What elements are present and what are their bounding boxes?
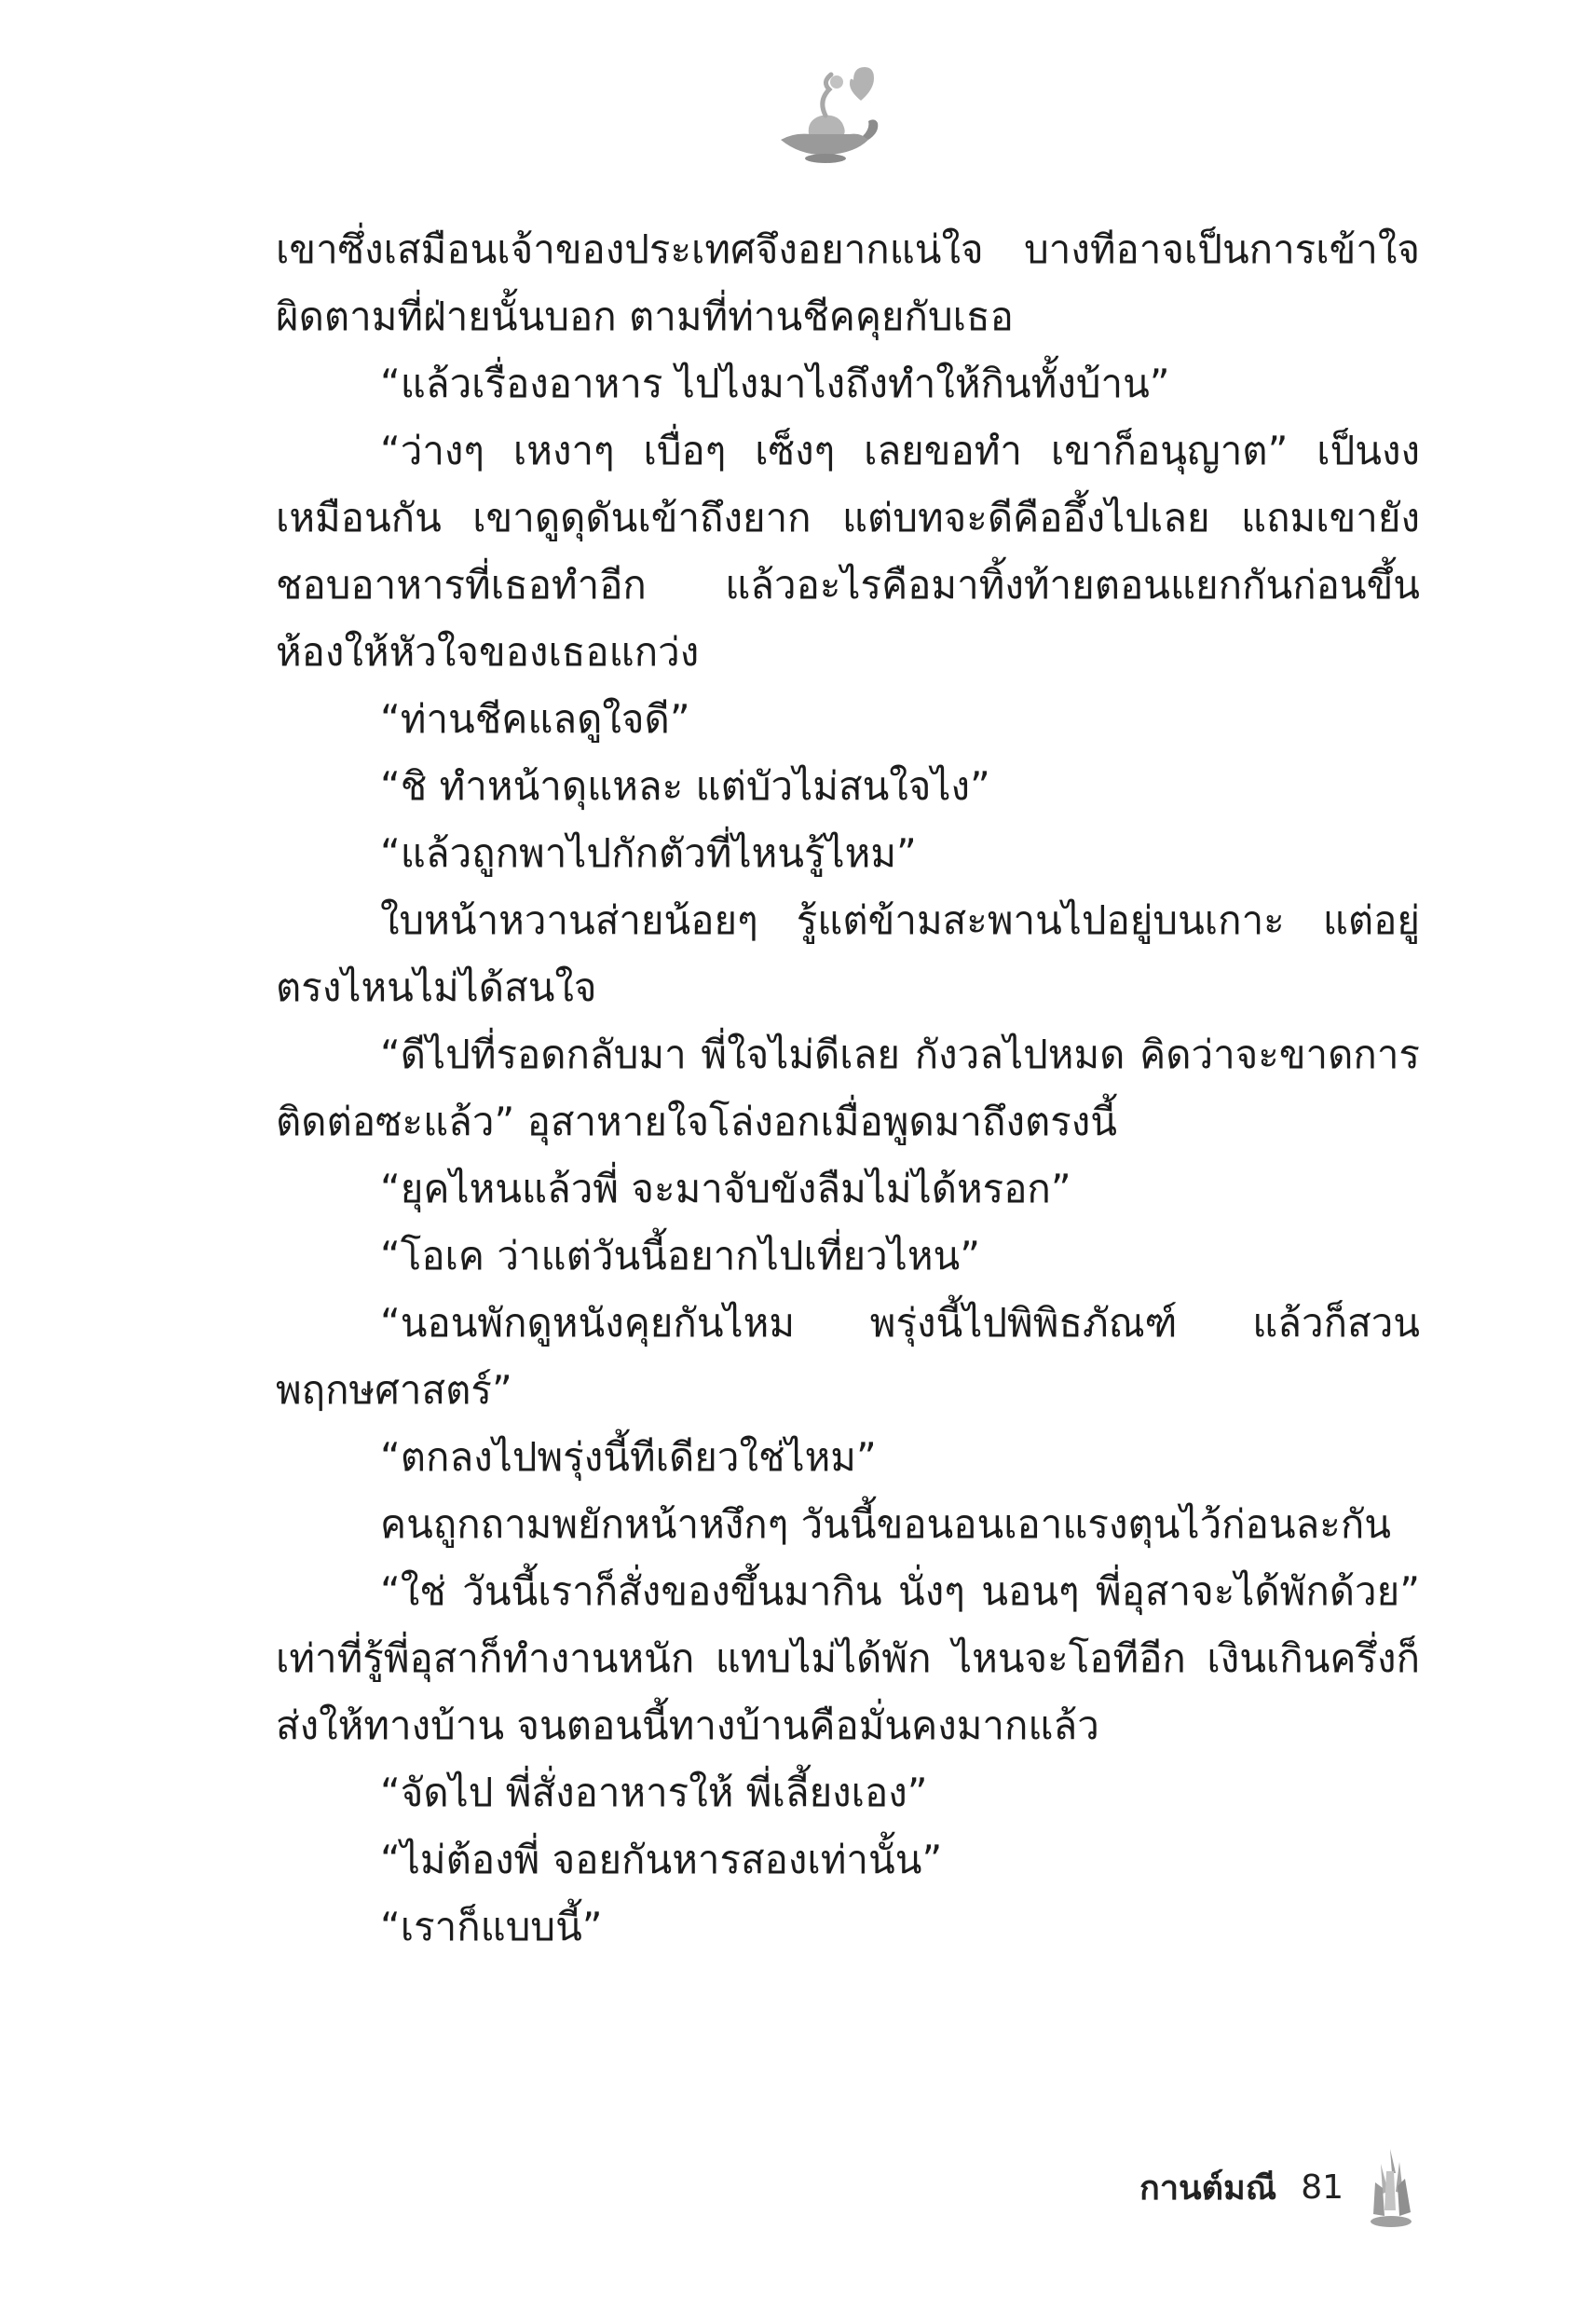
paragraph: “ตกลงไปพรุ่งนี้ทีเดียวใช่ไหม” <box>380 1434 877 1480</box>
paragraph: “เราก็แบบนี้” <box>380 1904 603 1949</box>
paragraph: “ท่านชีคแลดูใจดี” <box>380 696 690 742</box>
paragraph: “ยุคไหนแล้วพี่ จะมาจับขังลืมไม่ได้หรอก” <box>380 1166 1071 1211</box>
paragraph: ใบหน้าหวานส่ายน้อยๆ รู้แต่ข้ามสะพานไปอยู่บนเกาะ แต่อยู่ตรงไหนไม่ได้สนใจ <box>276 897 1420 1010</box>
text-body <box>276 216 1420 1961</box>
paragraph: “แล้วเรื่องอาหาร ไปไงมาไงถึงทำให้กินทั้งบ้าน” <box>380 361 1170 406</box>
paragraph: “จัดไป พี่สั่งอาหารให้ พี่เลี้ยงเอง” <box>380 1770 928 1815</box>
paragraph: “แล้วถูกพาไปกักตัวที่ไหนรู้ไหม” <box>380 830 917 876</box>
lamp-ornament-icon <box>764 54 894 166</box>
paragraph: “ไม่ต้องพี่ จอยกันหารสองเท่านั้น” <box>380 1837 943 1882</box>
paragraph: เขาซึ่งเสมือนเจ้าของประเทศจึงอยากแน่ใจ บางทีอาจเป็นการเข้าใจผิดตามที่ฝ่ายนั้นบอก ตามที่ท่านชีคคุยกับเธอ <box>276 226 1420 339</box>
paragraph: “ว่างๆ เหงาๆ เบื่อๆ เซ็งๆ เลยขอทำ เขาก็อนุญาต” เป็นงงเหมือนกัน เขาดูดุดันเข้าถึงยาก แต่บทจะดีคืออึ้งไปเลย แถมเขายังชอบอาหารที่เธอทำอีก แล้วอะไรคือมาทิ้งท้ายตอนแยกกันก่อนขึ้นห้องให้หัวใจของเธอแกว่ง <box>276 428 1420 675</box>
crystal-ornament-icon <box>1368 2145 1414 2229</box>
paragraph: “ใช่ วันนี้เราก็สั่งของขึ้นมากิน นั่งๆ นอนๆ พี่อุสาจะได้พักด้วย” เท่าที่รู้พี่อุสาก็ทำงานหนัก แทบไม่ได้พัก ไหนจะโอทีอีก เงินเกินครึ่งก็ส่งให้ทางบ้าน จนตอนนี้ทางบ้านคือมั่นคงมากแล้ว <box>276 1568 1420 1748</box>
paragraph: คนถูกถามพยักหน้าหงึกๆ วันนี้ขอนอนเอาแรงตุนไว้ก่อนละกัน <box>380 1501 1391 1547</box>
page-number: 81 <box>1301 2167 1344 2207</box>
page-footer <box>1139 2145 1414 2229</box>
paragraph: “ชิ ทำหน้าดุแหละ แต่บัวไม่สนใจไง” <box>380 763 990 809</box>
paragraph: “ดีไปที่รอดกลับมา พี่ใจไม่ดีเลย กังวลไปหมด คิดว่าจะขาดการติดต่อซะแล้ว” อุสาหายใจโล่งอกเมื่อพูดมาถึงตรงนี้ <box>276 1032 1420 1144</box>
book-title: กานต์มณี <box>1139 2168 1277 2208</box>
paragraph: “นอนพักดูหนังคุยกันไหม พรุ่งนี้ไปพิพิธภัณฑ์ แล้วก็สวนพฤกษศาสตร์” <box>276 1300 1420 1413</box>
paragraph: “โอเค ว่าแต่วันนี้อยากไปเที่ยวไหน” <box>380 1233 981 1279</box>
